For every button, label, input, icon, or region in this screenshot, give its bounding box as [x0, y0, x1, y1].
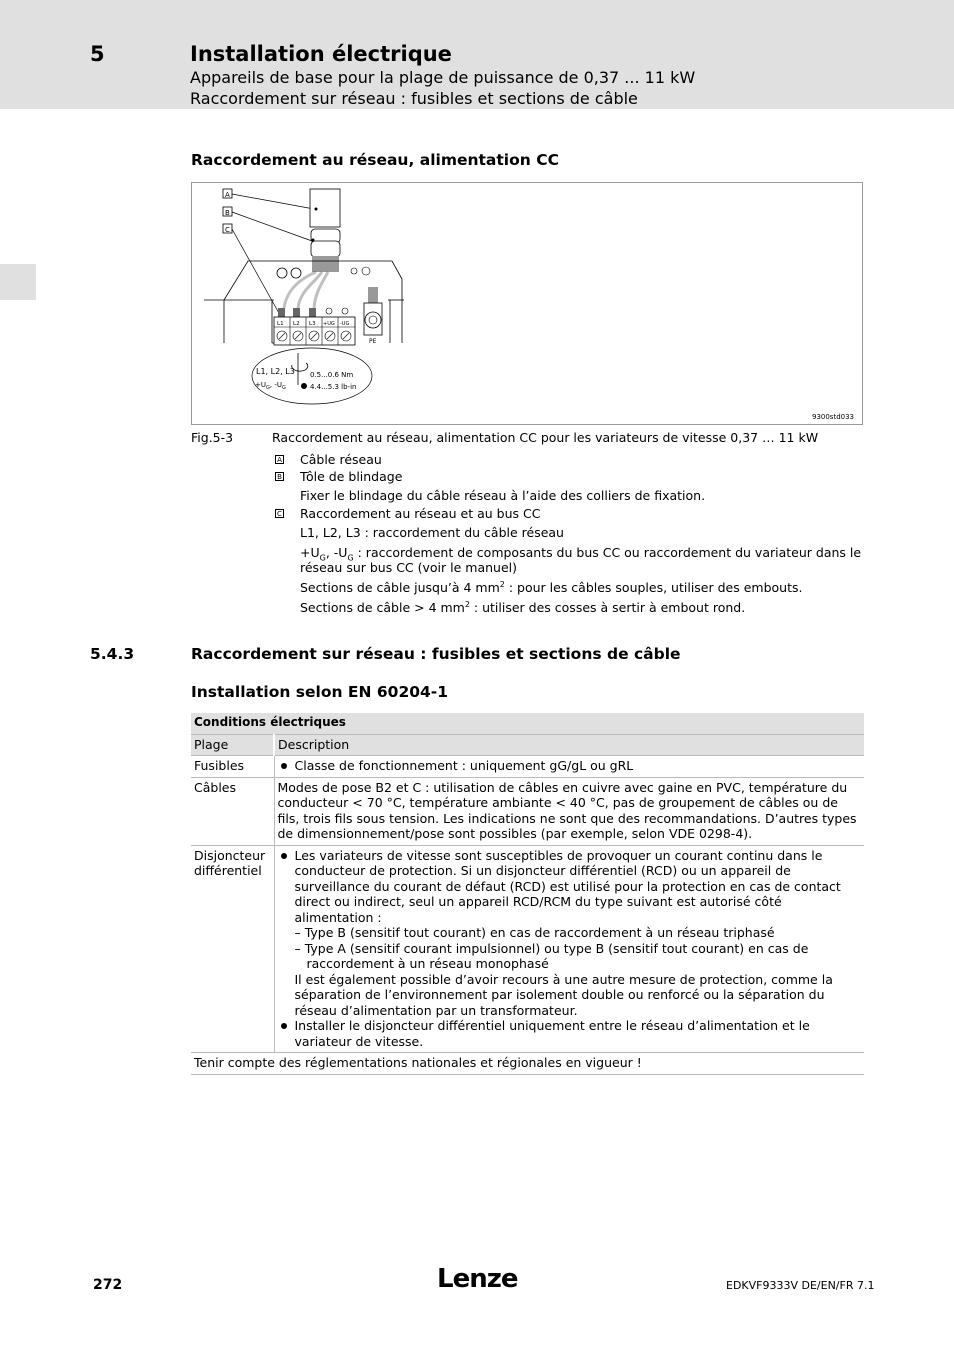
row-fusibles-cell [274, 756, 864, 778]
figure-caption-label: Fig.5-3 [191, 430, 234, 445]
key-c-label: C [225, 226, 230, 234]
header-subtitle-1: Appareils de base pour la plage de puissance de 0,37 ... 11 kW [190, 68, 696, 87]
row-cables-label: Câbles [191, 777, 274, 845]
terminal-minus-ug-label: -UG [340, 321, 350, 327]
row-rcd-dash-2: – Type A (sensitif courant impulsionnel) ou type B (sensitif tout courant) en cas de raccordement à un réseau monophasé [294, 940, 809, 971]
header-subtitle-2: Raccordement sur réseau : fusibles et sections de câble [190, 89, 638, 108]
table-footer-row [191, 1053, 864, 1075]
row-fusibles-bullet: Classe de fonctionnement : uniquement gG/gL ou gRL [278, 758, 862, 774]
chapter-title: Installation électrique [190, 42, 452, 66]
row-rcd-bullet-1 [278, 848, 862, 1019]
col-header-description: Description [274, 734, 864, 756]
conditions-table [191, 713, 864, 1075]
table-row-fusibles [191, 756, 864, 778]
row-rcd-label: Disjoncteur différentiel [191, 845, 274, 1053]
chapter-number: 5 [90, 42, 105, 66]
legend-c-note-3: Sections de câble jusqu’à 4 $mm^2$ : pour les câbles souples, utiliser des embouts. [300, 580, 803, 596]
figure-caption-text: Raccordement au réseau, alimentation CC pour les variateurs de vitesse 0,37 … 11 kW [272, 430, 819, 445]
legend-c-note-2b: réseau sur bus CC (voir le manuel) [300, 560, 517, 575]
legend-c-text: Raccordement au réseau et au bus CC [300, 506, 541, 521]
section-number: 5.4.3 [90, 645, 135, 663]
legend-c-note-4: Sections de câble > 4 $mm^2$ : utiliser des cosses à sertir à embout rond. [300, 600, 746, 616]
figure-heading: Raccordement au réseau, alimentation CC [191, 151, 559, 169]
table-row-rcd [191, 845, 864, 1053]
terminal-l2-label: L2 [293, 321, 300, 327]
legend-key-a: A [275, 455, 284, 464]
legend-key-c: C [275, 509, 284, 518]
row-cables-text: Modes de pose B2 et C : utilisation de câbles en cuivre avec gaine en PVC, température du conducteur < 70 °C, température ambiante < 40 °C, pas de groupement de câbles ou de fils, trois fils sous tension. Les indications ne sont que des recommandations. D’autres types de dimensionnement/pose sont possibles (par exemple, selon VDE 0298-4). [274, 777, 864, 845]
key-a-label: A [225, 191, 230, 199]
wiring-diagram [192, 183, 862, 424]
document-id: EDKVF9333V DE/EN/FR 7.1 [726, 1279, 875, 1292]
torque-nm-label: 0.5...0.6 Nm [310, 371, 354, 379]
table-title-row [191, 713, 864, 734]
row-fusibles-label: Fusibles [191, 756, 274, 778]
row-rcd-bullet-2: Installer le disjoncteur différentiel uniquement entre le réseau d’alimentation et le variateur de vitesse. [278, 1018, 862, 1049]
section-subheading: Installation selon EN 60204-1 [191, 683, 449, 701]
row-rcd-bullet-1-text: Les variateurs de vitesse sont susceptibles de provoquer un courant continu dans le conducteur de protection. Si un disjoncteur différentiel (RCD) ou un appareil de surveillance du courant de défaut (RCD) est utilisé pour la protection en cas de contact direct ou indirect, seul un appareil RCD/RCM du type suivant est autorisé côté alimentation : [294, 847, 841, 925]
table-footer-note: Tenir compte des réglementations nationales et régionales en vigueur ! [191, 1053, 864, 1075]
pe-label: PE [369, 338, 377, 345]
table-header-row [191, 734, 864, 756]
legend-b-note: Fixer le blindage du câble réseau à l’aide des colliers de fixation. [300, 488, 706, 503]
chapter-side-tab [0, 264, 36, 300]
terminal-plus-ug-label: +UG [323, 321, 335, 327]
table-row-cables [191, 777, 864, 845]
terminal-l1-label: L1 [277, 321, 284, 327]
row-rcd-cell [274, 845, 864, 1053]
torque-lbin-label: 4.4...5.3 lb-in [310, 383, 357, 391]
legend-key-b: B [275, 472, 284, 481]
section-title: Raccordement sur réseau : fusibles et sections de câble [191, 645, 681, 663]
figure-code: 9300std033 [811, 413, 854, 421]
wrench-icon [301, 383, 307, 389]
key-b-label: B [225, 209, 230, 217]
row-rcd-paragraph: Il est également possible d’avoir recours à une autre mesure de protection, comme la séparation de l’environnement par isolement double ou renforcé ou la séparation du réseau d’alimentation par un transformateur. [294, 971, 833, 1018]
table-title: Conditions électriques [191, 713, 864, 734]
row-rcd-dash-1: – Type B (sensitif tout courant) en cas de raccordement à un réseau triphasé [294, 925, 775, 940]
torque-ug-label: $+U_G$, $-U_G$ [255, 381, 286, 391]
legend-b-text: Tôle de blindage [300, 469, 403, 484]
torque-terminals-label: L1, L2, L3 [256, 367, 295, 376]
col-header-plage: Plage [191, 734, 274, 756]
lenze-logo: Lenze [437, 1264, 518, 1294]
legend-c-note-2: $+U_G$, $-U_G$ : raccordement de composants du bus CC ou raccordement du variateur dans le [300, 545, 862, 563]
page-number: 272 [93, 1277, 123, 1293]
figure-box [191, 182, 863, 425]
terminal-l3-label: L3 [309, 321, 316, 327]
legend-a-text: Câble réseau [300, 452, 382, 467]
legend-c-note-1: L1, L2, L3 : raccordement du câble réseau [300, 525, 564, 540]
